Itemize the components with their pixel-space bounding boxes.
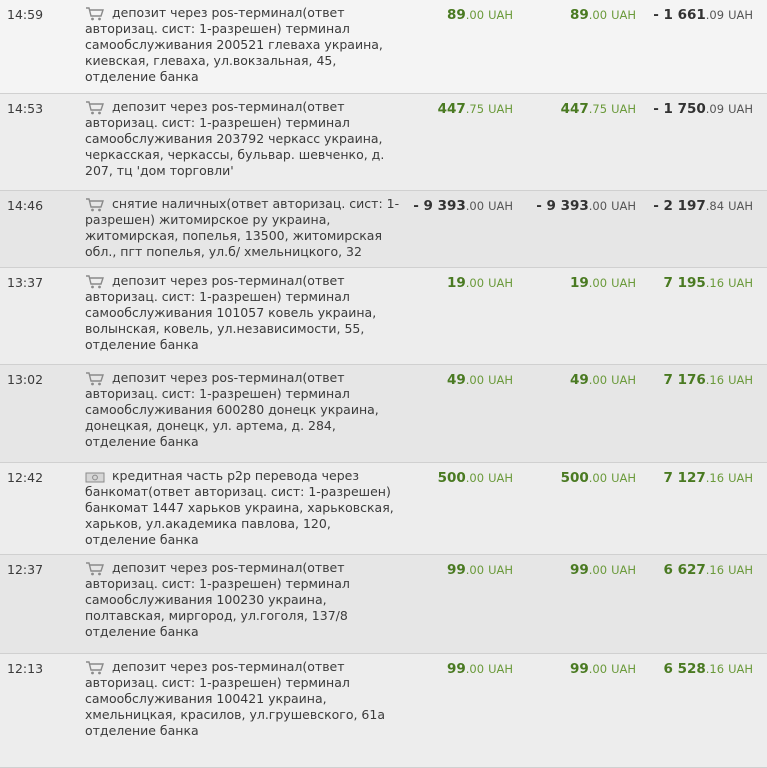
currency-label: UAH	[728, 199, 753, 213]
amount-original-integer: 500	[437, 470, 466, 486]
balance	[664, 372, 754, 388]
transaction-description: депозит через pos-терминал(ответ авторизац. сист: 1-разрешен) терминал самообслуживания 100230 украина, полтавская, миргород, ул.гоголя, 137/8 отделение банка	[85, 560, 350, 639]
transaction-description: депозит через pos-терминал(ответ авторизац. сист: 1-разрешен) терминал самообслуживания 203792 черкасс украина, черкасская, черкассы, бульвар. шевченко, д. 207, тц 'дом торговли'	[85, 99, 385, 178]
balance-fraction: .16	[705, 662, 725, 676]
transaction-time: 14:53	[7, 101, 44, 116]
amount-card	[570, 661, 636, 677]
balance-integer: - 2 197	[653, 198, 706, 214]
balance-integer: 6 528	[663, 661, 706, 677]
balance-integer: 6 627	[663, 562, 706, 578]
balance-integer: - 1 661	[653, 7, 706, 23]
transaction-row[interactable]	[0, 0, 767, 94]
amount-card-fraction: .00	[588, 199, 608, 213]
amount-card-fraction: .00	[588, 276, 608, 290]
balance-fraction: .16	[705, 276, 725, 290]
currency-label: UAH	[728, 102, 753, 116]
balance	[664, 275, 754, 291]
transaction-time: 14:59	[7, 7, 44, 22]
amount-original-fraction: .75	[465, 102, 485, 116]
currency-label: UAH	[611, 8, 636, 22]
currency-label: UAH	[728, 471, 753, 485]
balance	[664, 562, 754, 578]
amount-original-fraction: .00	[465, 471, 485, 485]
currency-label: UAH	[488, 199, 513, 213]
amount-card	[561, 470, 636, 486]
amount-card-integer: 99	[569, 562, 589, 578]
balance-fraction: .16	[705, 563, 725, 577]
currency-label: UAH	[488, 8, 513, 22]
amount-card-integer: 19	[569, 275, 589, 291]
amount-card-integer: 99	[569, 661, 589, 677]
transaction-row[interactable]	[0, 191, 767, 268]
amount-original-integer: 89	[446, 7, 466, 23]
amount-original-fraction: .00	[465, 373, 485, 387]
transaction-row[interactable]	[0, 555, 767, 654]
balance	[653, 198, 753, 214]
currency-label: UAH	[728, 563, 753, 577]
currency-label: UAH	[488, 471, 513, 485]
transaction-description: снятие наличных(ответ авторизац. сист: 1-разрешен) житомирское ру украина, житомирская, попелья, 13500, житомирская обл., пгт попелья, ул.б/ хмельницкого, 32	[85, 196, 400, 259]
balance-fraction: .16	[705, 471, 725, 485]
amount-original	[413, 198, 513, 214]
transaction-description: депозит через pos-терминал(ответ авторизац. сист: 1-разрешен) терминал самообслуживания 600280 донецк украина, донецкая, донецк, ул. артема, д. 284, отделение банка	[85, 370, 379, 449]
currency-label: UAH	[728, 276, 753, 290]
balance	[653, 101, 753, 117]
transaction-row[interactable]	[0, 463, 767, 555]
amount-card-fraction: .00	[588, 662, 608, 676]
amount-original-fraction: .00	[465, 8, 485, 22]
transaction-time: 13:37	[7, 275, 44, 290]
currency-label: UAH	[611, 373, 636, 387]
amount-original-integer: 99	[446, 661, 466, 677]
amount-original	[447, 275, 513, 291]
amount-card	[570, 275, 636, 291]
balance-integer: 7 176	[663, 372, 706, 388]
balance	[664, 661, 754, 677]
currency-label: UAH	[611, 102, 636, 116]
currency-label: UAH	[488, 373, 513, 387]
amount-original	[438, 470, 513, 486]
currency-label: UAH	[488, 662, 513, 676]
amount-original-integer: 19	[446, 275, 466, 291]
currency-label: UAH	[611, 662, 636, 676]
amount-card-integer: 49	[569, 372, 589, 388]
amount-card	[561, 101, 636, 117]
amount-original-fraction: .00	[465, 199, 485, 213]
balance-fraction: .09	[705, 102, 725, 116]
balance-fraction: .09	[705, 8, 725, 22]
transaction-description: депозит через pos-терминал(ответ авторизац. сист: 1-разрешен) терминал самообслуживания 200521 глеваха украина, киевская, глеваха, ул.вокзальная, 45, отделение банка	[85, 5, 383, 84]
amount-card-integer: 89	[569, 7, 589, 23]
amount-card	[570, 372, 636, 388]
amount-card-fraction: .00	[588, 373, 608, 387]
amount-original-fraction: .00	[465, 563, 485, 577]
currency-label: UAH	[488, 102, 513, 116]
amount-card-integer: 447	[560, 101, 589, 117]
amount-original-integer: 99	[446, 562, 466, 578]
balance-integer: 7 195	[663, 275, 706, 291]
amount-original-integer: 49	[446, 372, 466, 388]
balance	[664, 470, 754, 486]
balance	[653, 7, 753, 23]
currency-label: UAH	[611, 199, 636, 213]
transaction-time: 14:46	[7, 198, 44, 213]
transaction-time: 12:42	[7, 470, 44, 485]
amount-original	[447, 661, 513, 677]
transaction-time: 12:37	[7, 562, 44, 577]
amount-original	[447, 7, 513, 23]
transaction-row[interactable]	[0, 94, 767, 191]
transaction-time: 12:13	[7, 661, 44, 676]
transaction-description: депозит через pos-терминал(ответ авторизац. сист: 1-разрешен) терминал самообслуживания 101057 ковель украина, волынская, ковель, ул.независимости, 55, отделение банка	[85, 273, 377, 352]
transaction-description: кредитная часть p2p перевода через банкомат(ответ авторизац. сист: 1-разрешен) банкомат 1447 харьков украина, харьковская, харьков, ул.академика павлова, 120, отделение банка	[85, 468, 394, 547]
amount-original	[438, 101, 513, 117]
amount-card-integer: 500	[560, 470, 589, 486]
transaction-row[interactable]	[0, 654, 767, 768]
currency-label: UAH	[611, 563, 636, 577]
currency-label: UAH	[488, 276, 513, 290]
transaction-description: депозит через pos-терминал(ответ авторизац. сист: 1-разрешен) терминал самообслуживания 100421 украина, хмельницкая, красилов, ул.грушевского, 61а отделение банка	[85, 659, 385, 738]
balance-fraction: .84	[705, 199, 725, 213]
balance-integer: - 1 750	[653, 101, 706, 117]
amount-original-integer: 447	[437, 101, 466, 117]
currency-label: UAH	[728, 373, 753, 387]
amount-card-fraction: .00	[588, 8, 608, 22]
currency-label: UAH	[488, 563, 513, 577]
amount-original	[447, 562, 513, 578]
amount-card-fraction: .00	[588, 471, 608, 485]
transaction-row[interactable]	[0, 365, 767, 463]
amount-card	[570, 7, 636, 23]
currency-label: UAH	[611, 276, 636, 290]
amount-card-integer: - 9 393	[536, 198, 589, 214]
amount-original-integer: - 9 393	[413, 198, 466, 214]
amount-original	[447, 372, 513, 388]
balance-fraction: .16	[705, 373, 725, 387]
balance-integer: 7 127	[663, 470, 706, 486]
amount-card-fraction: .00	[588, 563, 608, 577]
amount-original-fraction: .00	[465, 662, 485, 676]
currency-label: UAH	[611, 471, 636, 485]
currency-label: UAH	[728, 662, 753, 676]
amount-card	[536, 198, 636, 214]
amount-card-fraction: .75	[588, 102, 608, 116]
transaction-time: 13:02	[7, 372, 44, 387]
transaction-row[interactable]	[0, 268, 767, 365]
currency-label: UAH	[728, 8, 753, 22]
amount-card	[570, 562, 636, 578]
amount-original-fraction: .00	[465, 276, 485, 290]
